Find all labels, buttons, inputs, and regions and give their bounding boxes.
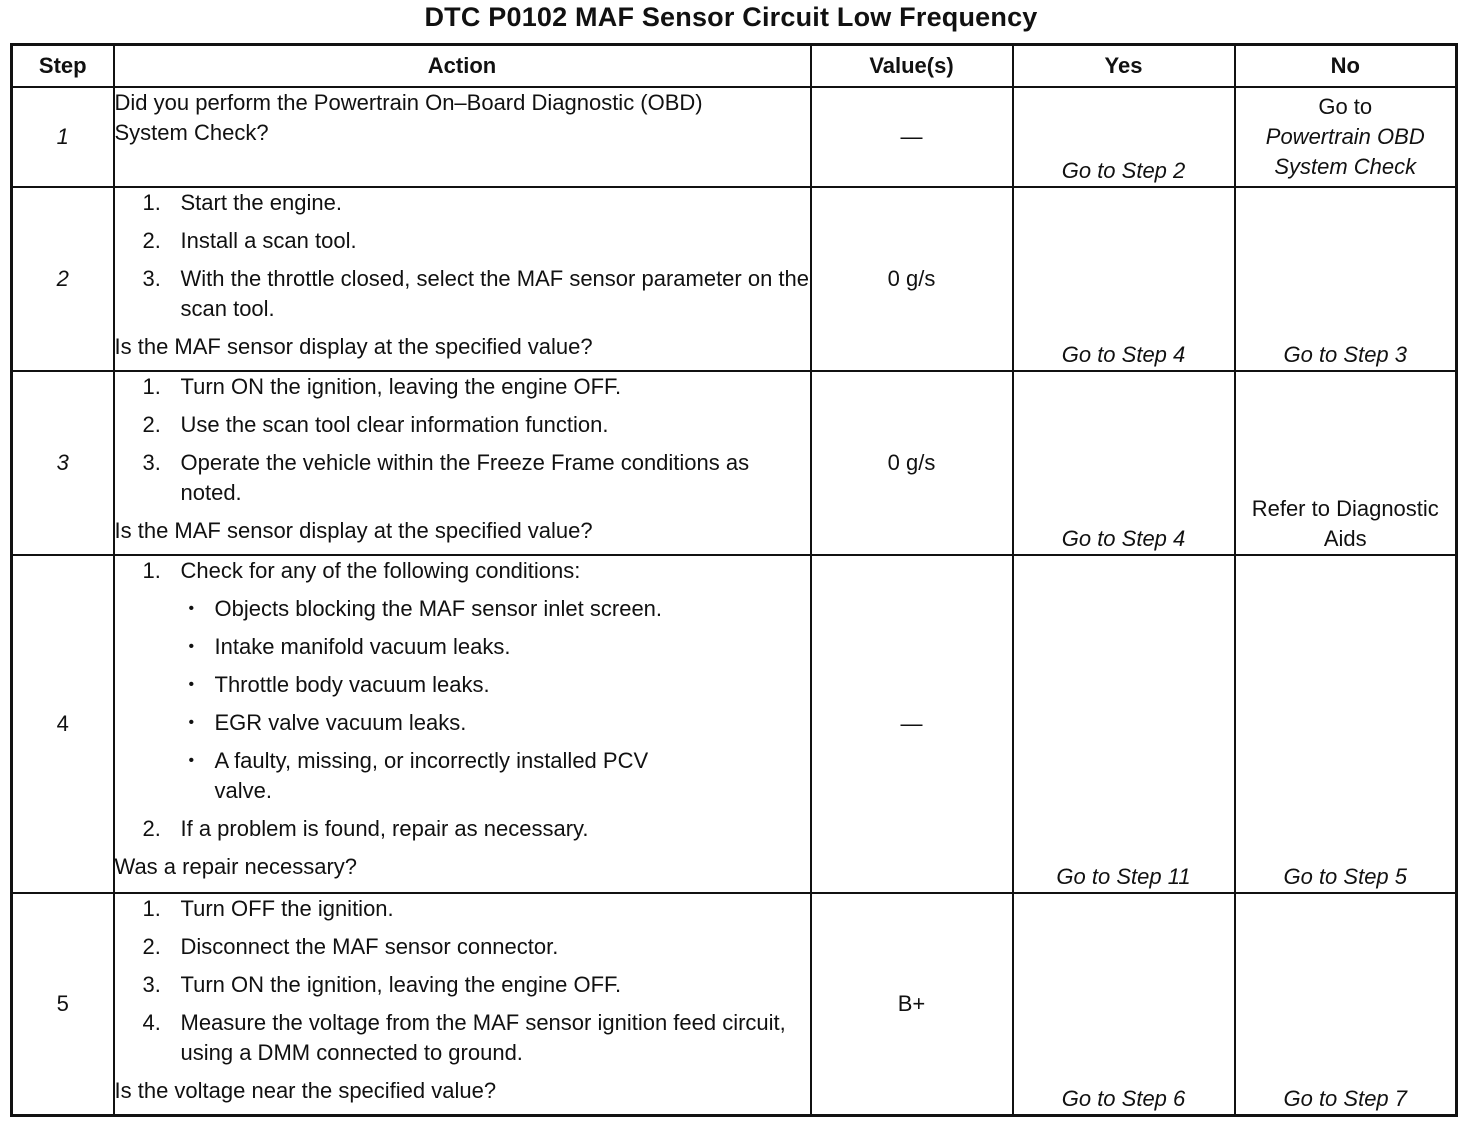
value-cell: B+ [811, 893, 1013, 1115]
header-row [12, 45, 1457, 88]
bullet-item: • Throttle body vacuum leaks. [181, 670, 810, 700]
step-number: 1 [12, 87, 114, 187]
step-number: 3 [12, 371, 114, 555]
question-text: Is the MAF sensor display at the specified value? [114, 334, 593, 359]
action-cell [114, 187, 811, 371]
question-text: Was a repair necessary? [114, 854, 358, 879]
bullet-item: • A faulty, missing, or incorrectly installed PCV valve. [181, 746, 810, 806]
condition-list [181, 594, 810, 806]
header-action: Action [114, 45, 811, 88]
action-list [115, 556, 810, 844]
value-cell: 0 g/s [811, 187, 1013, 371]
yes-cell: Go to Step 4 [1013, 371, 1235, 555]
list-item: 2. Use the scan tool clear information function. [142, 412, 609, 437]
no-cell: Go to Step 5 [1235, 555, 1457, 893]
value-text: — [900, 124, 923, 149]
table-row-step-1 [12, 87, 1457, 187]
list-item: 1. Check for any of the following conditions: • Objects blocking the MAF sensor inlet screen. • Intake manifold vacuum leaks. • Throttle body vacuum leaks. • EGR valve vacuum leaks. • A faulty, missing, or incorrectly installed PCV valve. [115, 556, 810, 806]
header-yes: Yes [1013, 45, 1235, 88]
no-cell [1235, 87, 1457, 187]
list-item: 4. Measure the voltage from the MAF sensor ignition feed circuit, using a DMM connected to ground. [142, 1010, 786, 1065]
no-cell: Go to Step 7 [1235, 893, 1457, 1115]
table-row-step-5 [12, 893, 1457, 1115]
no-cell: Refer to Diagnostic Aids [1235, 371, 1457, 555]
value-cell: 0 g/s [811, 371, 1013, 555]
no-text: Go to [1318, 94, 1373, 119]
question-text: Is the voltage near the specified value? [114, 1078, 497, 1103]
yes-cell: Go to Step 11 [1013, 555, 1235, 893]
no-link-text: Powertrain OBD System Check [1265, 124, 1425, 179]
no-cell: Go to Step 3 [1235, 187, 1457, 371]
list-item: 2. Install a scan tool. [142, 228, 357, 253]
list-item: 1. Start the engine. [142, 190, 342, 215]
value-text: — [900, 711, 923, 736]
diagnostic-table [10, 43, 1458, 1117]
action-text: Did you perform the Powertrain On–Board Diagnostic (OBD) System Check? [114, 90, 703, 145]
list-item: 2. Disconnect the MAF sensor connector. [142, 934, 559, 959]
list-item: 1. Turn OFF the ignition. [142, 896, 394, 921]
action-cell [114, 371, 811, 555]
header-step: Step [12, 45, 114, 88]
bullet-item: • Intake manifold vacuum leaks. [181, 632, 810, 662]
value-cell [811, 555, 1013, 893]
step-number: 2 [12, 187, 114, 371]
list-item: 3. With the throttle closed, select the MAF sensor parameter on the scan tool. [142, 266, 810, 321]
yes-cell: Go to Step 4 [1013, 187, 1235, 371]
bullet-item: • EGR valve vacuum leaks. [181, 708, 810, 738]
list-item: 2. If a problem is found, repair as necessary. [142, 816, 589, 841]
action-cell [114, 555, 811, 893]
table-row-step-4 [12, 555, 1457, 893]
action-cell [114, 893, 811, 1115]
yes-cell: Go to Step 6 [1013, 893, 1235, 1115]
step-number: 5 [12, 893, 114, 1115]
table-row-step-3 [12, 371, 1457, 555]
list-item: 3. Turn ON the ignition, leaving the engine OFF. [142, 972, 622, 997]
table-row-step-2 [12, 187, 1457, 371]
list-item: 3. Operate the vehicle within the Freeze Frame conditions as noted. [142, 450, 750, 505]
action-list [115, 372, 810, 508]
yes-cell: Go to Step 2 [1013, 87, 1235, 187]
value-cell [811, 87, 1013, 187]
bullet-item: • Objects blocking the MAF sensor inlet screen. [181, 594, 810, 624]
step-number: 4 [12, 555, 114, 893]
question-text: Is the MAF sensor display at the specified value? [114, 518, 593, 543]
header-value: Value(s) [811, 45, 1013, 88]
action-cell [114, 87, 811, 187]
header-no: No [1235, 45, 1457, 88]
list-item: 1. Turn ON the ignition, leaving the engine OFF. [142, 374, 622, 399]
action-list [115, 188, 810, 324]
action-list [115, 894, 810, 1068]
page-title: DTC P0102 MAF Sensor Circuit Low Frequency [424, 2, 1038, 32]
